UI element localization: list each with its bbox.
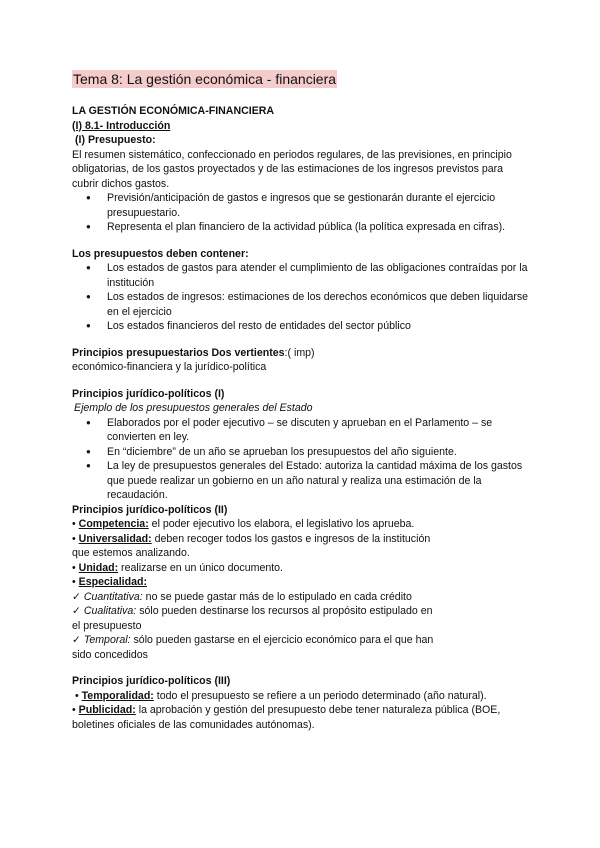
- intro-label: (I) 8.1- Introducción: [72, 119, 171, 132]
- list-item: ● Los estados de gastos para atender el cumplimiento de las obligaciones contraídas por la institución: [72, 261, 532, 290]
- temporalidad-text: todo el presupuesto se refiere a un periodo determinado (año natural).: [153, 689, 487, 702]
- bullet-mark: •: [72, 576, 76, 588]
- temporalidad-label: Temporalidad:: [81, 689, 154, 702]
- competencia-text: el poder ejecutivo los elabora, el legislativo los aprueba.: [148, 518, 415, 530]
- bullet-mark: •: [74, 689, 79, 702]
- bullet-mark: •: [72, 518, 76, 530]
- universalidad-label: Universalidad:: [78, 532, 152, 545]
- list-item: ● Elaborados por el poder ejecutivo – se discuten y aprueban en el Parlamento – se convierten en ley.: [72, 416, 532, 445]
- pj1-example: Ejemplo de los presupuestos generales del Estado: [74, 402, 313, 414]
- competencia-line: [72, 517, 532, 532]
- universalidad-line: [72, 532, 532, 547]
- contener-bullets: [72, 261, 532, 334]
- pj3-heading: Principios jurídico-políticos (III): [72, 675, 231, 687]
- temporal-line-2: sido concedidos: [72, 648, 148, 661]
- especialidad-label: Especialidad:: [78, 576, 147, 588]
- publicidad-line-2: boletines oficiales de las comunidades autónomas).: [72, 718, 315, 731]
- presupuesto-label: (I) Presupuesto:: [75, 134, 156, 146]
- temporal-label: Temporal:: [83, 634, 131, 646]
- unidad-text: realizarse en un único documento.: [118, 561, 284, 574]
- publicidad-line: [72, 703, 532, 718]
- bullet-mark: •: [72, 561, 76, 574]
- section-heading: LA GESTIÓN ECONÓMICA-FINANCIERA: [72, 105, 275, 117]
- list-item: ● Previsión/anticipación de gastos e ingresos que se gestionarán durante el ejercicio presupuestario.: [72, 191, 532, 220]
- temporal-text: sólo pueden gastarse en el ejercicio económico para el que han: [130, 634, 434, 646]
- cualitativa-line-2: el presupuesto: [72, 619, 142, 632]
- bullet-mark: •: [72, 532, 76, 545]
- principios-heading-bold: Principios presupuestarios Dos vertientes: [72, 346, 285, 359]
- cuantitativa-line: [72, 590, 532, 605]
- cualitativa-text: sólo pueden destinarse los recursos al propósito estipulado en: [136, 605, 433, 617]
- check-icon: ✓: [72, 590, 81, 603]
- publicidad-label: Publicidad:: [78, 704, 136, 716]
- especialidad-line: [72, 575, 532, 590]
- document-title: Tema 8: La gestión económica - financiera: [73, 71, 337, 87]
- list-item: ● Representa el plan financiero de la actividad pública (la política expresada en cifras).: [72, 220, 532, 235]
- publicidad-text: la aprobación y gestión del presupuesto debe tener naturaleza pública (BOE,: [135, 704, 501, 716]
- cualitativa-label: Cualitativa:: [83, 605, 137, 617]
- presupuesto-definition: El resumen sistemático, confeccionado en periodos regulares, de las previsiones, en principio obligatorias, de los gastos proyectados y de las estimaciones de los ingresos previstos para cubrir dichos gastos.: [72, 148, 512, 190]
- principios-heading-tail: :( imp): [284, 346, 315, 359]
- check-icon: ✓: [72, 605, 81, 617]
- list-item: ● Los estados de ingresos: estimaciones de los derechos económicos que deben liquidarse en el ejercicio: [72, 290, 532, 319]
- universalidad-text: deben recoger todos los gastos e ingresos de la institución: [151, 532, 431, 545]
- document-page: [72, 70, 532, 732]
- list-item: ● Los estados financieros del resto de entidades del sector público: [72, 319, 532, 334]
- check-icon: ✓: [72, 634, 81, 646]
- temporal-line: [72, 633, 532, 648]
- universalidad-line-2: que estemos analizando.: [72, 547, 190, 559]
- pj1-heading: Principios jurídico-políticos (I): [72, 387, 225, 400]
- presupuesto-bullets: [72, 191, 532, 235]
- pj1-bullets: [72, 416, 532, 503]
- temporalidad-line: [72, 689, 532, 704]
- cuantitativa-label: Cuantitativa:: [83, 590, 143, 603]
- bullet-mark: •: [72, 704, 76, 716]
- cualitativa-line: [72, 604, 532, 619]
- cuantitativa-text: no se puede gastar más de lo estipulado en cada crédito: [142, 590, 412, 603]
- list-item: ● En “diciembre” de un año se aprueban los presupuestos del año siguiente.: [72, 445, 532, 460]
- pj2-heading: Principios jurídico-políticos (II): [72, 503, 228, 516]
- principios-line: económico-financiera y la jurídico-política: [72, 361, 267, 373]
- competencia-label: Competencia:: [78, 518, 149, 530]
- unidad-label: Unidad:: [78, 561, 119, 574]
- list-item: ● La ley de presupuestos generales del Estado: autoriza la cantidad máxima de los gastos que puede realizar un gobierno en un año natural y realiza una estimación de la recaudación.: [72, 459, 532, 503]
- principios-heading: [72, 346, 532, 361]
- contener-heading: Los presupuestos deben contener:: [72, 247, 249, 260]
- unidad-line: [72, 561, 532, 576]
